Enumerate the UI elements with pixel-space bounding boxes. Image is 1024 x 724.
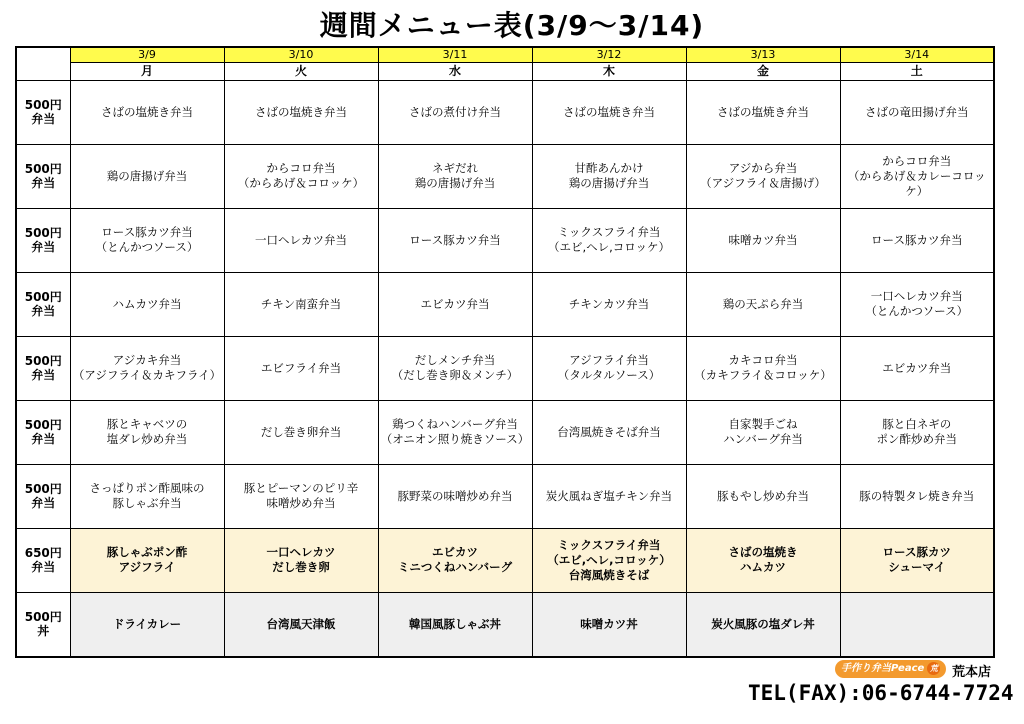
menu-item-cell: さばの塩焼き弁当: [686, 80, 840, 144]
menu-item-cell: 韓国風豚しゃぶ丼: [378, 592, 532, 657]
menu-item-cell: 一口ヘレカツ弁当: [224, 208, 378, 272]
price-label: 500円 弁当: [16, 400, 70, 464]
corner-cell: [16, 47, 70, 63]
menu-row: [16, 208, 994, 272]
date-cell: 3/11: [378, 47, 532, 63]
menu-item-cell: ロース豚カツ シューマイ: [840, 528, 994, 592]
weekday-cell: 土: [840, 63, 994, 80]
corner-cell: [16, 63, 70, 80]
menu-item-cell: ネギだれ 鶏の唐揚げ弁当: [378, 144, 532, 208]
price-label: 650円 弁当: [16, 528, 70, 592]
menu-item-cell: 豚とピーマンのピリ辛 味噌炒め弁当: [224, 464, 378, 528]
menu-item-cell: アジカキ弁当 （アジフライ＆カキフライ）: [70, 336, 224, 400]
menu-item-cell: ドライカレー: [70, 592, 224, 657]
menu-item-cell: だし巻き卵弁当: [224, 400, 378, 464]
shop-seal-icon: 荒: [927, 662, 940, 675]
date-cell: 3/9: [70, 47, 224, 63]
menu-item-cell: さばの塩焼き弁当: [532, 80, 686, 144]
menu-item-cell: ロース豚カツ弁当 （とんかつソース）: [70, 208, 224, 272]
menu-item-cell: さばの竜田揚げ弁当: [840, 80, 994, 144]
weekday-cell: 木: [532, 63, 686, 80]
menu-item-cell: さっぱりポン酢風味の 豚しゃぶ弁当: [70, 464, 224, 528]
shop-logo: [835, 660, 946, 678]
menu-item-cell: 台湾風天津飯: [224, 592, 378, 657]
menu-item-cell: さばの塩焼き ハムカツ: [686, 528, 840, 592]
menu-row: [16, 144, 994, 208]
menu-item-cell: さばの煮付け弁当: [378, 80, 532, 144]
weekly-menu-table: [15, 46, 995, 658]
menu-item-cell: エビカツ弁当: [840, 336, 994, 400]
weekday-header-row: [16, 63, 994, 80]
menu-item-cell: [840, 592, 994, 657]
menu-item-cell: ミックスフライ弁当 （エビ,ヘレ,コロッケ）: [532, 208, 686, 272]
date-cell: 3/10: [224, 47, 378, 63]
price-label: 500円 丼: [16, 592, 70, 657]
menu-item-cell: 豚と白ネギの ポン酢炒め弁当: [840, 400, 994, 464]
menu-item-cell: アジフライ弁当 （タルタルソース）: [532, 336, 686, 400]
menu-item-cell: からコロ弁当 （からあげ＆コロッケ）: [224, 144, 378, 208]
menu-item-cell: 豚の特製タレ焼き弁当: [840, 464, 994, 528]
price-label: 500円 弁当: [16, 336, 70, 400]
menu-item-cell: 味噌カツ丼: [532, 592, 686, 657]
menu-item-cell: 豚もやし炒め弁当: [686, 464, 840, 528]
menu-rows: [16, 80, 994, 657]
menu-item-cell: 台湾風焼きそば弁当: [532, 400, 686, 464]
menu-row: [16, 528, 994, 592]
menu-item-cell: チキンカツ弁当: [532, 272, 686, 336]
menu-item-cell: 鶏つくねハンバーグ弁当 （オニオン照り焼きソース）: [378, 400, 532, 464]
weekday-cell: 水: [378, 63, 532, 80]
price-label: 500円 弁当: [16, 208, 70, 272]
phone-fax-number: TEL(FAX):06-6744-7724: [748, 681, 1014, 705]
weekday-cell: 火: [224, 63, 378, 80]
menu-row: [16, 272, 994, 336]
menu-item-cell: さばの塩焼き弁当: [224, 80, 378, 144]
menu-item-cell: 鶏の唐揚げ弁当: [70, 144, 224, 208]
price-label: 500円 弁当: [16, 144, 70, 208]
menu-item-cell: ミックスフライ弁当 （エビ,ヘレ,コロッケ） 台湾風焼きそば: [532, 528, 686, 592]
menu-item-cell: ロース豚カツ弁当: [840, 208, 994, 272]
shop-logo-text: 手作り弁当Peace: [841, 663, 925, 674]
menu-item-cell: 炭火風ねぎ塩チキン弁当: [532, 464, 686, 528]
menu-item-cell: 自家製手ごね ハンバーグ弁当: [686, 400, 840, 464]
menu-item-cell: カキコロ弁当 （カキフライ＆コロッケ）: [686, 336, 840, 400]
price-label: 500円 弁当: [16, 272, 70, 336]
menu-row: [16, 80, 994, 144]
menu-item-cell: だしメンチ弁当 （だし巻き卵＆メンチ）: [378, 336, 532, 400]
menu-item-cell: 一口ヘレカツ弁当 （とんかつソース）: [840, 272, 994, 336]
menu-item-cell: さばの塩焼き弁当: [70, 80, 224, 144]
page-title: 週間メニュー表(3/9～3/14): [319, 9, 705, 42]
date-cell: 3/14: [840, 47, 994, 63]
menu-item-cell: アジから弁当 （アジフライ＆唐揚げ）: [686, 144, 840, 208]
menu-item-cell: エビカツ弁当: [378, 272, 532, 336]
menu-item-cell: チキン南蛮弁当: [224, 272, 378, 336]
menu-item-cell: 炭火風豚の塩ダレ丼: [686, 592, 840, 657]
date-cell: 3/12: [532, 47, 686, 63]
menu-item-cell: エビカツ ミニつくねハンバーグ: [378, 528, 532, 592]
menu-row: [16, 400, 994, 464]
menu-item-cell: 豚野菜の味噌炒め弁当: [378, 464, 532, 528]
menu-item-cell: 豚とキャベツの 塩ダレ炒め弁当: [70, 400, 224, 464]
price-label: 500円 弁当: [16, 80, 70, 144]
menu-item-cell: からコロ弁当 （からあげ＆カレーコロッ ケ）: [840, 144, 994, 208]
menu-item-cell: ハムカツ弁当: [70, 272, 224, 336]
menu-item-cell: 鶏の天ぷら弁当: [686, 272, 840, 336]
date-header-row: [16, 47, 994, 63]
date-cell: 3/13: [686, 47, 840, 63]
menu-item-cell: エビフライ弁当: [224, 336, 378, 400]
menu-item-cell: 一口ヘレカツ だし巻き卵: [224, 528, 378, 592]
weekday-cell: 金: [686, 63, 840, 80]
price-label: 500円 弁当: [16, 464, 70, 528]
weekday-cell: 月: [70, 63, 224, 80]
menu-item-cell: ロース豚カツ弁当: [378, 208, 532, 272]
store-name: 荒本店: [952, 665, 992, 680]
menu-item-cell: 味噌カツ弁当: [686, 208, 840, 272]
menu-item-cell: 甘酢あんかけ 鶏の唐揚げ弁当: [532, 144, 686, 208]
menu-item-cell: 豚しゃぶポン酢 アジフライ: [70, 528, 224, 592]
menu-row: [16, 464, 994, 528]
menu-row: [16, 336, 994, 400]
menu-row: [16, 592, 994, 657]
